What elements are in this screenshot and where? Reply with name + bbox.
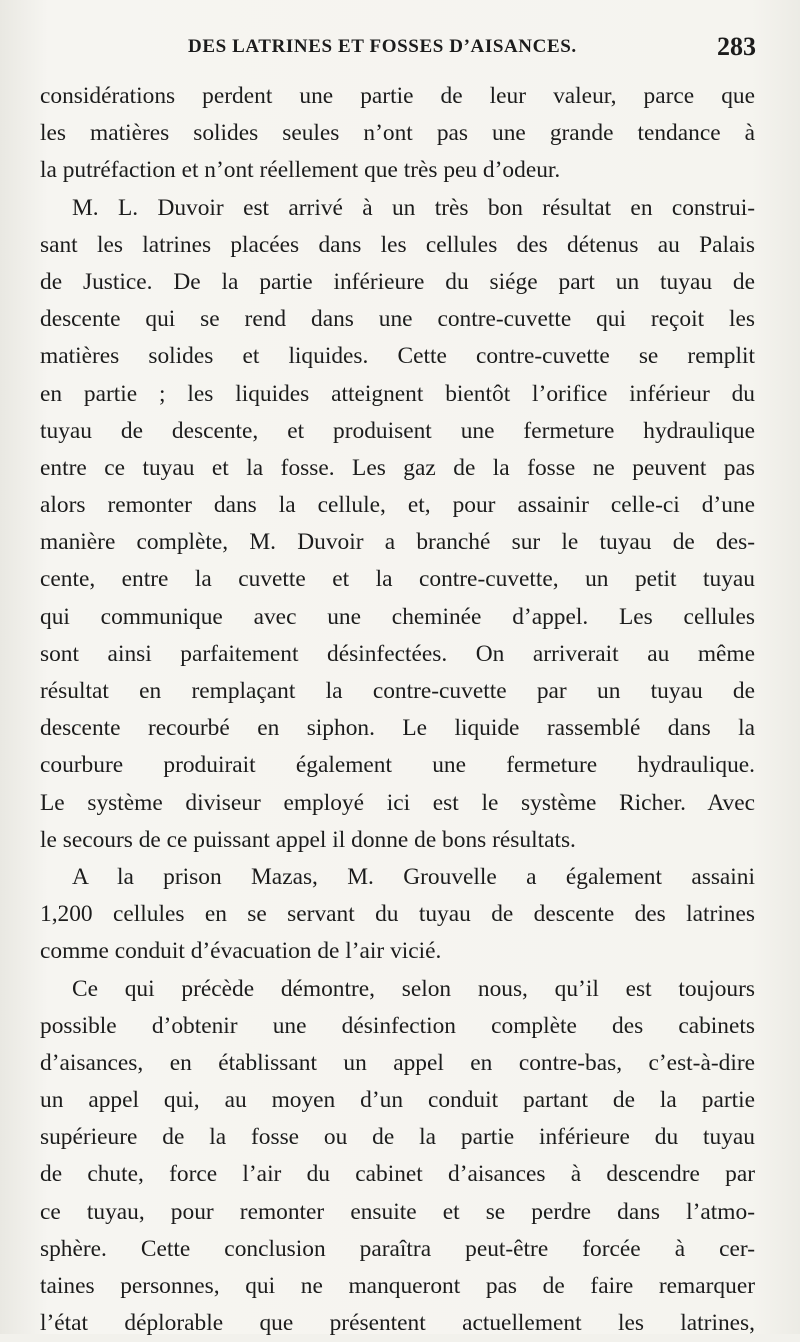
paragraph xyxy=(40,971,755,1342)
paragraph xyxy=(40,78,755,190)
running-title: DES LATRINES ET FOSSES D’AISANCES. xyxy=(188,36,577,58)
text-line: A la prison Mazas, M. Grouvelle a également assaini xyxy=(40,859,755,896)
text-line: sant les latrines placées dans les cellules des détenus au Palais xyxy=(40,227,755,264)
text-line: sont ainsi parfaitement désinfectées. On arriverait au même xyxy=(40,636,755,673)
running-head xyxy=(0,30,800,70)
text-line: Ce qui précède démontre, selon nous, qu’il est toujours xyxy=(40,971,755,1008)
text-line: M. L. Duvoir est arrivé à un très bon résultat en construi- xyxy=(40,190,755,227)
text-line: résultat en remplaçant la contre-cuvette par un tuyau de xyxy=(40,673,755,710)
text-line: l’état déplorable que présentent actuellement les latrines, xyxy=(40,1305,755,1342)
text-line: courbure produirait également une fermeture hydraulique. xyxy=(40,747,755,784)
text-line: les matières solides seules n’ont pas une grande tendance à xyxy=(40,115,755,152)
text-line: matières solides et liquides. Cette contre-cuvette se remplit xyxy=(40,338,755,375)
text-line: ce tuyau, pour remonter ensuite et se perdre dans l’atmo- xyxy=(40,1194,755,1231)
text-line: un appel qui, au moyen d’un conduit partant de la partie xyxy=(40,1082,755,1119)
text-line: considérations perdent une partie de leur valeur, parce que xyxy=(40,78,755,115)
paragraph xyxy=(40,859,755,971)
text-line: descente recourbé en siphon. Le liquide rassemblé dans la xyxy=(40,710,755,747)
text-line: de chute, force l’air du cabinet d’aisances à descendre par xyxy=(40,1156,755,1193)
paragraph xyxy=(40,190,755,859)
text-line: de Justice. De la partie inférieure du siége part un tuyau de xyxy=(40,264,755,301)
text-line: Le système diviseur employé ici est le système Richer. Avec xyxy=(40,785,755,822)
text-line: possible d’obtenir une désinfection complète des cabinets xyxy=(40,1008,755,1045)
text-line: d’aisances, en établissant un appel en contre-bas, c’est-à-dire xyxy=(40,1045,755,1082)
text-line: comme conduit d’évacuation de l’air vicié. xyxy=(40,933,755,970)
text-line: cente, entre la cuvette et la contre-cuvette, un petit tuyau xyxy=(40,561,755,598)
page-number: 283 xyxy=(717,32,756,62)
text-line: manière complète, M. Duvoir a branché sur le tuyau de des- xyxy=(40,524,755,561)
text-line: la putréfaction et n’ont réellement que très peu d’odeur. xyxy=(40,152,755,189)
text-line: entre ce tuyau et la fosse. Les gaz de la fosse ne peuvent pas xyxy=(40,450,755,487)
text-line: supérieure de la fosse ou de la partie inférieure du tuyau xyxy=(40,1119,755,1156)
text-line: tuyau de descente, et produisent une fermeture hydraulique xyxy=(40,413,755,450)
text-line: alors remonter dans la cellule, et, pour assainir celle-ci d’une xyxy=(40,487,755,524)
text-line: en partie ; les liquides atteignent bientôt l’orifice inférieur du xyxy=(40,376,755,413)
text-line: le secours de ce puissant appel il donne de bons résultats. xyxy=(40,822,755,859)
text-line: sphère. Cette conclusion paraîtra peut-être forcée à cer- xyxy=(40,1231,755,1268)
text-line: descente qui se rend dans une contre-cuvette qui reçoit les xyxy=(40,301,755,338)
text-line: qui communique avec une cheminée d’appel. Les cellules xyxy=(40,599,755,636)
body-text xyxy=(40,78,755,1342)
text-line: 1,200 cellules en se servant du tuyau de descente des latrines xyxy=(40,896,755,933)
text-line: taines personnes, qui ne manqueront pas de faire remarquer xyxy=(40,1268,755,1305)
